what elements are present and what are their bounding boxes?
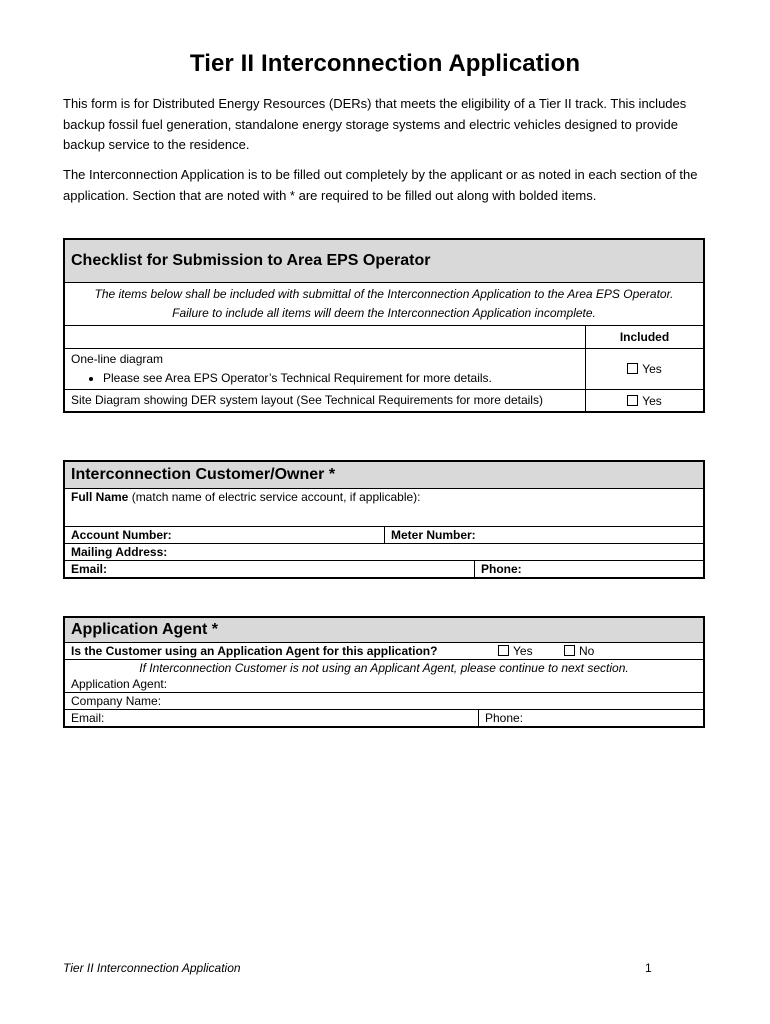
checkbox-icon xyxy=(564,645,575,656)
customer-heading: Interconnection Customer/Owner * xyxy=(64,461,704,489)
yes-label: Yes xyxy=(642,393,662,408)
agent-note: If Interconnection Customer is not using an Applicant Agent, please continue to next section. xyxy=(64,660,704,677)
one-line-label: One-line diagram xyxy=(71,352,164,366)
agent-email-field[interactable]: Email: xyxy=(64,710,479,728)
account-number-field[interactable]: Account Number: xyxy=(64,527,385,544)
site-diagram-checkbox[interactable] xyxy=(586,390,705,413)
one-line-checkbox[interactable] xyxy=(586,349,705,390)
intro-paragraph-2: The Interconnection Application is to be filled out completely by the applicant or as noted in each section of the application. Section that are noted with * are required to be filled out along with bolded items. xyxy=(63,167,698,203)
customer-email-field[interactable]: Email: xyxy=(64,561,475,579)
checklist-note: The items below shall be included with submittal of the Interconnection Application to the Area EPS Operator. Failure to include all items will deem the Interconnection Application incomplete. xyxy=(64,283,704,326)
page-title: Tier II Interconnection Application xyxy=(189,50,581,77)
checklist-table xyxy=(63,238,705,413)
full-name-field[interactable] xyxy=(64,489,704,527)
checkbox-icon xyxy=(498,645,509,656)
agent-table xyxy=(63,616,705,728)
customer-table xyxy=(63,460,705,579)
agent-no-option[interactable]: No xyxy=(564,644,594,658)
footer-title: Tier II Interconnection Application xyxy=(63,961,241,975)
mailing-address-field[interactable]: Mailing Address: xyxy=(64,544,704,561)
checklist-item-one-line xyxy=(64,349,586,390)
agent-phone-field[interactable]: Phone: xyxy=(479,710,705,728)
agent-yes-option[interactable]: Yes xyxy=(498,644,533,658)
application-agent-field[interactable]: Application Agent: xyxy=(64,676,704,693)
page-number: 1 xyxy=(645,961,652,975)
meter-number-field[interactable]: Meter Number: xyxy=(385,527,705,544)
included-header: Included xyxy=(586,326,705,349)
checkbox-icon xyxy=(627,363,638,374)
full-name-hint: (match name of electric service account, if applicable): xyxy=(128,490,421,504)
intro-paragraph-1: This form is for Distributed Energy Resources (DERs) that meets the eligibility of a Tier II track. This includes backup fossil fuel generation, standalone energy storage systems and electric vehicles designed to provide backup service to the residence. xyxy=(63,96,687,152)
yes-label: Yes xyxy=(642,362,662,376)
agent-question: Is the Customer using an Application Agent for this application? xyxy=(71,644,438,658)
checkbox-icon xyxy=(627,395,638,406)
one-line-bullet: • Please see Area EPS Operator’s Technical Requirement for more details. xyxy=(103,369,579,388)
agent-question-row xyxy=(64,643,704,660)
checklist-item-site-diagram: Site Diagram showing DER system layout (See Technical Requirements for more details) xyxy=(64,390,586,413)
checklist-header-blank xyxy=(64,326,586,349)
full-name-label: Full Name xyxy=(71,490,129,504)
agent-heading: Application Agent * xyxy=(64,617,704,643)
customer-phone-field[interactable]: Phone: xyxy=(475,561,705,579)
company-name-field[interactable]: Company Name: xyxy=(64,693,704,710)
checklist-heading: Checklist for Submission to Area EPS Operator xyxy=(64,239,704,283)
